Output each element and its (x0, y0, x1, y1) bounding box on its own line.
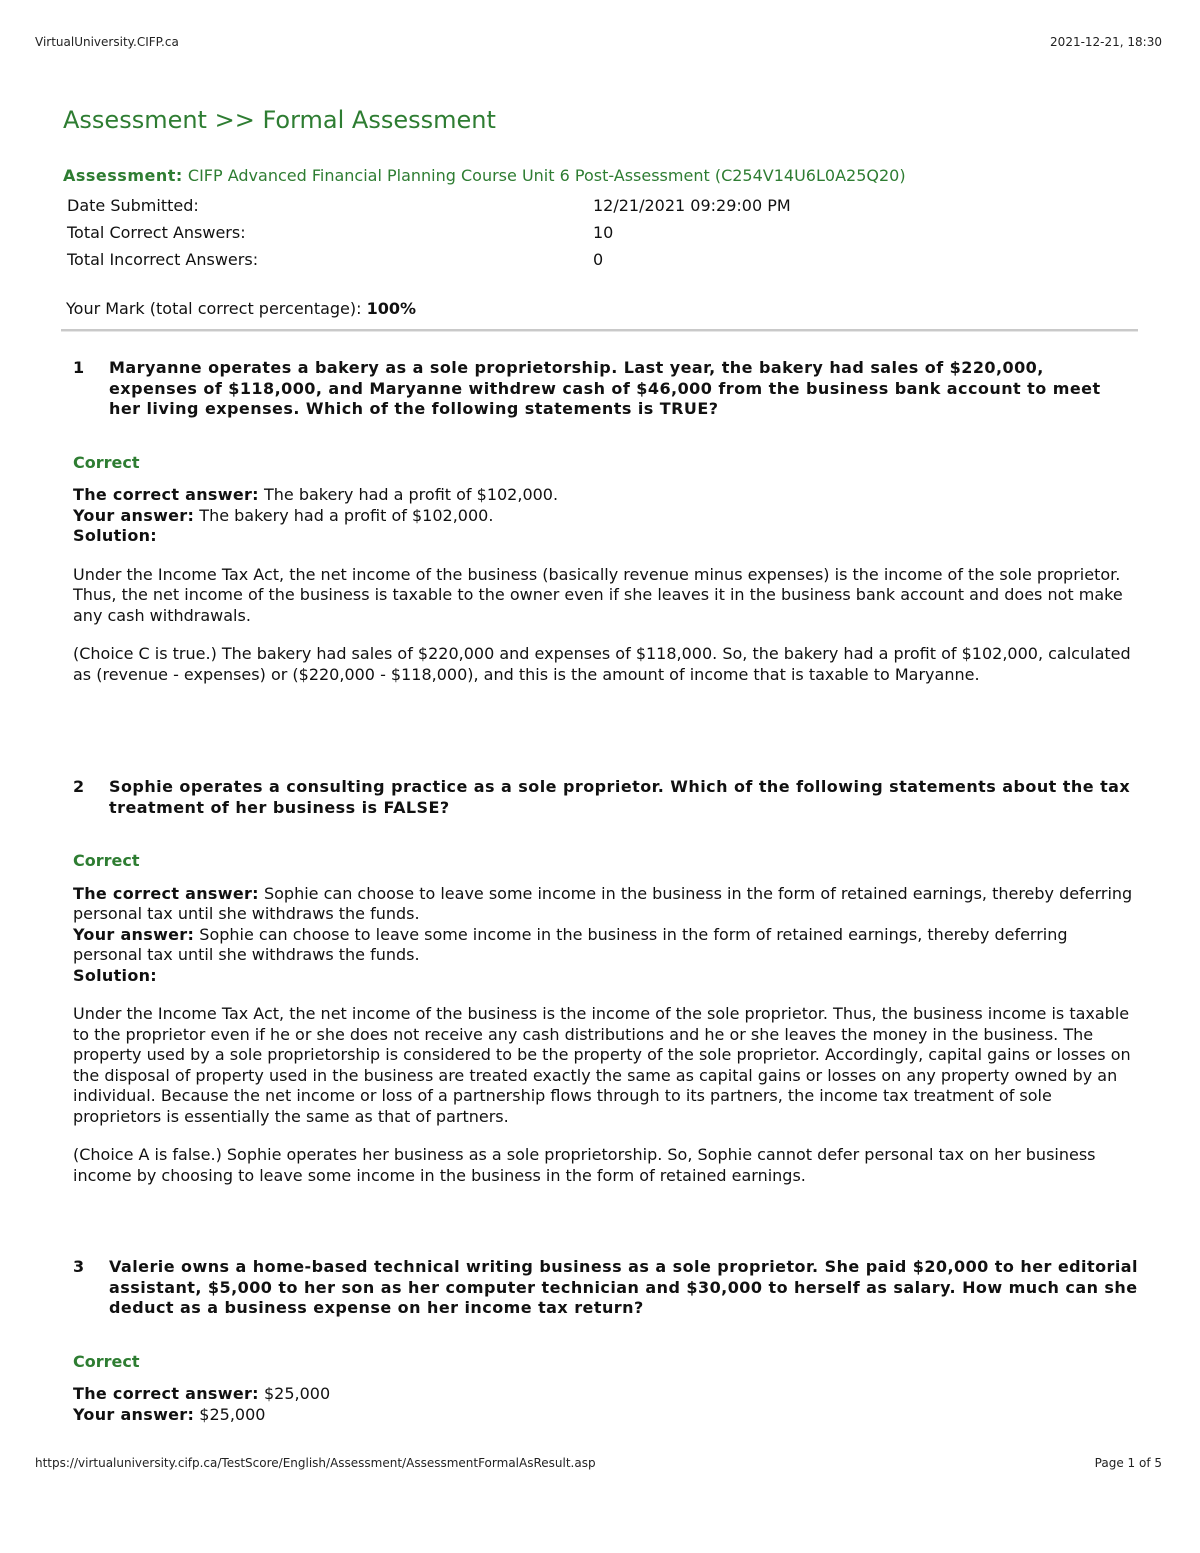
assessment-label: Assessment: (63, 166, 183, 185)
page-title: Assessment >> Formal Assessment (63, 106, 496, 134)
your-answer-label: Your answer: (73, 924, 195, 944)
divider (61, 329, 1138, 332)
result-status: Correct (73, 452, 140, 472)
meta-key: Total Correct Answers: (67, 223, 246, 242)
your-answer-label: Your answer: (73, 505, 195, 525)
assessment-name-line (63, 166, 906, 185)
assessment-meta (67, 196, 967, 277)
solution-paragraph: Under the Income Tax Act, the net income of the business is the income of the sole proprietor. Thus, the business income is taxable to the proprietor even if he or she does not receive any cash distributions and he or she leaves the money in the business. The property used by a sole proprietorship is considered to be the property of the sole proprietor. Accordingly, capital gains or losses on the disposal of property used in the business are treated exactly the same as capital gains or losses on any property owned by an individual. Because the net income or loss of a partnership flows through to its partners, the income tax treatment of sole proprietors is essentially the same as that of partners. (73, 1004, 1131, 1126)
question-3 (73, 1257, 1138, 1425)
correct-answer-line (73, 1384, 1138, 1405)
question-header (73, 1257, 1138, 1319)
result-status: Correct (73, 1351, 140, 1371)
result-status: Correct (73, 851, 140, 870)
question-header (73, 358, 1138, 420)
assessment-name: CIFP Advanced Financial Planning Course Unit 6 Post-Assessment (C254V14U6L0A25Q20) (187, 166, 906, 185)
meta-row-incorrect (67, 250, 967, 277)
question-number: 2 (73, 777, 85, 796)
correct-answer-line (73, 884, 1138, 925)
print-url: https://virtualuniversity.cifp.ca/TestScore/English/Assessment/AssessmentFormalAsResult.asp (35, 1456, 596, 1470)
solution-paragraph: Under the Income Tax Act, the net income of the business (basically revenue minus expenses) is the income of the sole proprietor. Thus, the net income of the business is taxable to the owner even if she leaves it in the business bank account and does not make any cash withdrawals. (73, 564, 1123, 625)
meta-value: 12/21/2021 09:29:00 PM (593, 196, 791, 215)
print-site: VirtualUniversity.CIFP.ca (35, 35, 179, 49)
question-text: Sophie operates a consulting practice as a sole proprietor. Which of the following statements about the tax treatment of her business is FALSE? (109, 777, 1131, 817)
meta-key: Total Incorrect Answers: (67, 250, 259, 269)
meta-row-date (67, 196, 967, 223)
your-answer-line (73, 1405, 1138, 1426)
answers-block (73, 884, 1138, 987)
print-datetime: 2021-12-21, 18:30 (1050, 35, 1162, 49)
answers-block (73, 1384, 1138, 1425)
page-number: Page 1 of 5 (1094, 1456, 1162, 1470)
mark-label: Your Mark (total correct percentage): (66, 299, 362, 318)
your-answer: $25,000 (199, 1404, 266, 1424)
meta-value: 10 (593, 223, 614, 242)
correct-answer: The bakery had a profit of $102,000. (263, 485, 559, 504)
meta-value: 0 (593, 250, 604, 269)
print-header (35, 35, 1162, 49)
your-answer-line (73, 925, 1138, 966)
solution-label: Solution: (73, 965, 158, 985)
correct-answer: Sophie can choose to leave some income in the business in the form of retained earnings, thereby deferring personal tax until she withdraws the funds. (73, 883, 1133, 923)
answers-block (73, 485, 1138, 547)
solution-paragraph: (Choice A is false.) Sophie operates her business as a sole proprietorship. So, Sophie cannot defer personal tax on her business income by choosing to leave some income in the business in the form of retained earnings. (73, 1145, 1096, 1185)
correct-answer-label: The correct answer: (73, 1384, 259, 1403)
meta-row-correct (67, 223, 967, 250)
question-number: 3 (73, 1257, 85, 1276)
correct-answer-label: The correct answer: (73, 485, 259, 504)
solution-paragraph: (Choice C is true.) The bakery had sales of $220,000 and expenses of $118,000. So, the bakery had a profit of $102,000, calculated as (revenue - expenses) or ($220,000 - $118,000), and this is the amount of income that is taxable to Maryanne. (73, 644, 1131, 684)
your-answer: The bakery had a profit of $102,000. (199, 505, 494, 525)
solution-label: Solution: (73, 526, 158, 545)
your-answer: Sophie can choose to leave some income in the business in the form of retained earnings, thereby deferring personal tax until she withdraws the funds. (73, 924, 1068, 964)
question-text: Valerie owns a home-based technical writing business as a sole proprietor. She paid $20,000 to her editorial assistant, $5,000 to her son as her computer technician and $30,000 to herself as salary. How much can she deduct as a business expense on her income tax return? (109, 1257, 1138, 1317)
your-mark (66, 299, 416, 318)
question-number: 1 (73, 358, 85, 377)
question-2 (73, 777, 1138, 1186)
correct-answer-line (73, 485, 1138, 506)
correct-answer-label: The correct answer: (73, 883, 259, 903)
question-1 (73, 358, 1138, 685)
meta-key: Date Submitted: (67, 196, 199, 215)
question-text: Maryanne operates a bakery as a sole proprietorship. Last year, the bakery had sales of $220,000, expenses of $118,000, and Maryanne withdrew cash of $46,000 from the business bank account to meet her living expenses. Which of the following statements is TRUE? (109, 358, 1101, 418)
mark-value: 100% (366, 299, 417, 318)
question-header (73, 777, 1138, 818)
your-answer-line (73, 506, 1138, 527)
your-answer-label: Your answer: (73, 1404, 195, 1424)
print-footer (35, 1456, 1162, 1470)
correct-answer: $25,000 (263, 1384, 331, 1403)
